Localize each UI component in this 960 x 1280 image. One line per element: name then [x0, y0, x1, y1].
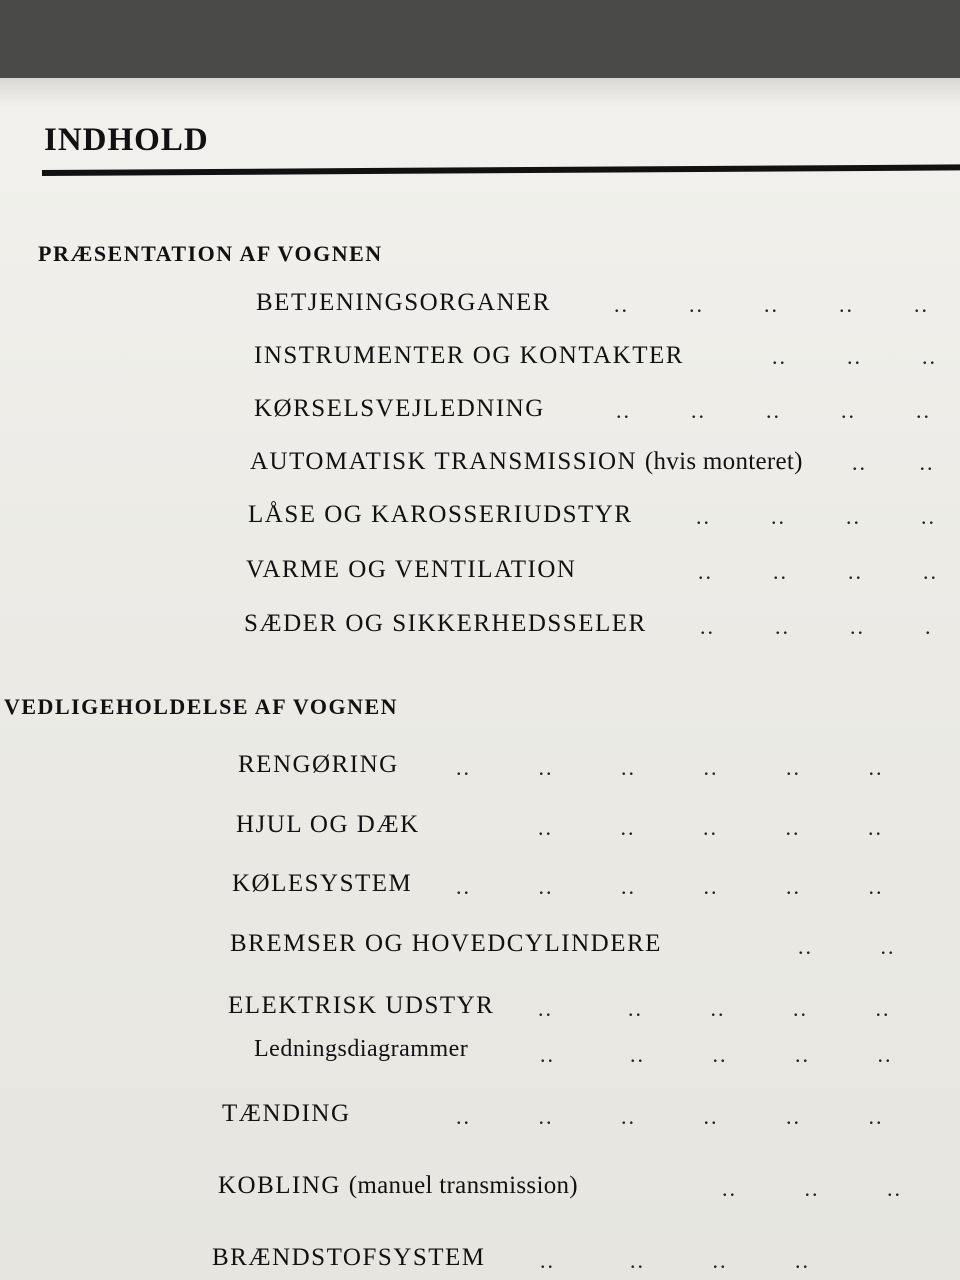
toc-entry-label: KOBLING: [218, 1172, 341, 1199]
toc-entry-label: HJUL OG DÆK: [236, 811, 420, 838]
toc-entry-label: RENGØRING: [238, 751, 399, 778]
toc-entry-label: KØLESYSTEM: [232, 870, 413, 897]
toc-entry: [250, 448, 803, 476]
toc-entry-label: AUTOMATISK TRANSMISSION: [250, 448, 638, 475]
leader-dots: .. .. .. .. .. ..: [456, 874, 884, 899]
leader-dots: .. .. .. .. .. ..: [456, 1104, 884, 1129]
title-rule: [42, 164, 960, 176]
leader-dots: .. ..: [798, 934, 896, 959]
toc-entry: [254, 395, 545, 423]
leader-dots: .. .. .. .. ..: [538, 815, 883, 840]
toc-entry: [236, 811, 420, 839]
leader-dots: .. .. .. .. ..: [614, 292, 929, 317]
toc-entry: [230, 930, 662, 958]
toc-entry-label: ELEKTRISK UDSTYR: [228, 992, 495, 1019]
toc-entry: [256, 289, 551, 317]
toc-entry-label: TÆNDING: [222, 1100, 351, 1127]
leader-dots: .. .. ..: [772, 344, 937, 369]
toc-entry-note: (manuel transmission): [348, 1172, 578, 1199]
leader-dots: .. .. .. ..: [698, 559, 938, 584]
toc-entry: [254, 342, 684, 370]
leader-dots: .. .. .. .. ..: [538, 996, 891, 1021]
leader-dots: .. .. ..: [722, 1176, 902, 1201]
leader-dots: .. .. .. .. ..: [616, 398, 931, 423]
toc-entry: [244, 610, 647, 638]
toc-entry-label: Ledningsdiagrammer: [254, 1036, 469, 1062]
toc-entry-label: INSTRUMENTER OG KONTAKTER: [254, 342, 684, 369]
section-heading-maintenance: VEDLIGEHOLDELSE AF VOGNEN: [4, 694, 399, 719]
toc-entry-label: BETJENINGSORGANER: [256, 289, 551, 316]
toc-entry: [232, 870, 412, 898]
toc-entry-label: SÆDER OG SIKKERHEDSSELER: [244, 610, 647, 637]
toc-entry-label: BREMSER OG HOVEDCYLINDERE: [230, 930, 662, 957]
leader-dots: .. .. .. .. .. ..: [456, 755, 884, 780]
toc-entry: [248, 501, 633, 529]
toc-entry: [228, 992, 494, 1020]
toc-entry: [218, 1172, 578, 1200]
leader-dots: .. ..: [852, 450, 935, 475]
contents-title: INDHOLD: [44, 122, 209, 158]
toc-entry-label: BRÆNDSTOFSYSTEM: [212, 1244, 486, 1271]
toc-entry: [212, 1244, 486, 1272]
toc-entry-label: VARME OG VENTILATION: [246, 556, 577, 583]
leader-dots: .. .. .. .. ..: [540, 1042, 893, 1067]
toc-entry: [246, 556, 576, 584]
toc-entry-label: LÅSE OG KAROSSERIUDSTYR: [248, 501, 633, 528]
leader-dots: .. .. .. ..: [540, 1248, 810, 1273]
toc-entry-label: KØRSELSVEJLEDNING: [254, 395, 545, 422]
leader-dots: .. .. .. ..: [696, 504, 936, 529]
toc-entry: [238, 751, 399, 779]
toc-entry-note: (hvis monteret): [644, 448, 803, 475]
toc-entry: [222, 1100, 351, 1128]
section-heading-presentation: PRÆSENTATION AF VOGNEN: [38, 241, 383, 266]
leader-dots: .. .. .. .: [700, 614, 933, 639]
toc-subentry: [254, 1036, 468, 1063]
manual-page: [0, 78, 960, 1280]
